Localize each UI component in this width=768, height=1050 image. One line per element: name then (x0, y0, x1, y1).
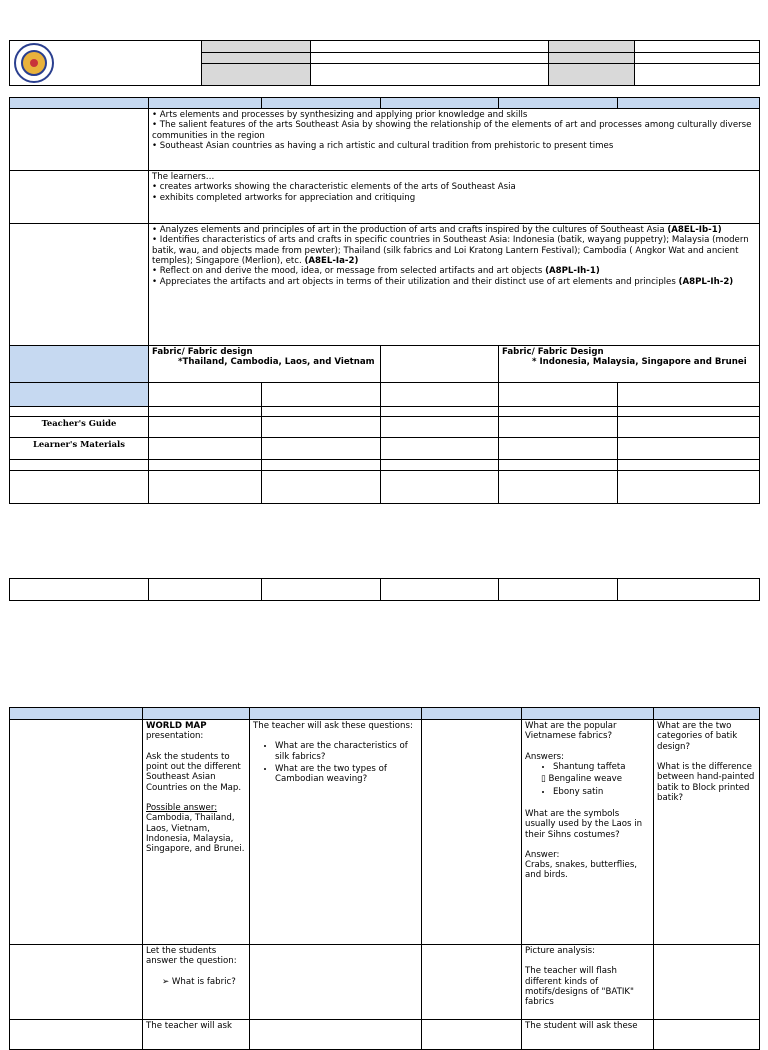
table-cell (149, 460, 262, 471)
performance-standard-item: • exhibits completed artworks for appreciation and critiquing (152, 192, 416, 203)
header-label-cell (549, 41, 635, 53)
table-cell (618, 438, 760, 460)
possible-answer-label: Possible answer: (146, 802, 218, 813)
table-cell (262, 407, 381, 417)
content-left-sub: *Thailand, Cambodia, Laos, and Vietnam (178, 357, 375, 368)
column-header (10, 98, 149, 109)
teachers-guide-label: Teacher's Guide (10, 417, 149, 438)
table-cell (149, 407, 262, 417)
table-cell (499, 460, 618, 471)
header-label-cell (549, 64, 635, 86)
day5-cell (654, 720, 760, 945)
column-header (10, 708, 143, 720)
learners-materials-label: Learner's Materials (10, 438, 149, 460)
table-cell (250, 1020, 422, 1050)
header-value-cell (635, 64, 760, 86)
day5-question-2: What is the difference between hand-painted batik to Block printed batik? (657, 761, 755, 803)
row-label (10, 109, 149, 171)
content-empty-cell (381, 346, 499, 383)
table-cell (149, 579, 262, 601)
table-cell (654, 1020, 760, 1050)
table-cell (499, 383, 618, 407)
list-item: • What are the characteristics of silk fabrics? (275, 741, 418, 762)
list-item: • Ebony satin (553, 787, 650, 797)
table-cell (618, 471, 760, 504)
content-standard-item: • Southeast Asian countries as having a rich artistic and cultural tradition from prehistoric to present times (152, 140, 614, 151)
objectives-table (9, 97, 760, 504)
table-cell (149, 471, 262, 504)
day4-answer: Crabs, snakes, butterflies, and birds. (525, 860, 638, 881)
column-header (618, 98, 760, 109)
row3-day4-cell: The student will ask these (522, 1020, 654, 1050)
day5-question-1: What are the two categories of batik design? (657, 721, 738, 752)
table-cell (149, 417, 262, 438)
row-label (10, 407, 149, 417)
table-cell (262, 417, 381, 438)
table-cell (381, 417, 499, 438)
procedures-table (9, 707, 760, 1050)
content-left-title: Fabric/ Fabric design (152, 347, 253, 357)
content-right-title: Fabric/ Fabric Design (502, 347, 604, 357)
day4-cell (522, 720, 654, 945)
table-cell (381, 438, 499, 460)
header-value-cell (635, 53, 760, 64)
table-cell (618, 407, 760, 417)
list-item: ▯ Bengaline weave (541, 774, 623, 785)
column-header (149, 98, 262, 109)
performance-standard-item: • creates artworks showing the characteristic elements of the arts of Southeast Asia (152, 182, 516, 193)
table-cell (499, 438, 618, 460)
content-standard-item: • The salient features of the arts Southeast Asia by showing the relationship of the elements of art and processes among culturally diverse communities in the region (152, 120, 752, 141)
possible-answer-text: Cambodia, Thailand, Laos, Vietnam, Indonesia, Malaysia, Singapore, and Brunei. (146, 813, 245, 855)
row2-day1-intro: Let the students answer the question: (146, 946, 237, 967)
header-label-cell (202, 41, 311, 53)
day4-answer-label: Answer: (525, 849, 560, 860)
row-label (10, 471, 149, 504)
performance-intro: The learners… (152, 172, 215, 182)
table-cell (381, 383, 499, 407)
competencies-cell (149, 224, 760, 346)
row-label (10, 346, 149, 383)
row-label (10, 383, 149, 407)
row-label (10, 224, 149, 346)
day2-intro: The teacher will ask these questions: (253, 721, 413, 731)
list-item: • What are the two types of Cambodian weaving? (275, 764, 418, 785)
performance-standards-cell (149, 171, 760, 224)
table-cell (149, 383, 262, 407)
column-header (250, 708, 422, 720)
day1-cell (143, 720, 250, 945)
header-label-cell (202, 64, 311, 86)
table-cell (618, 579, 760, 601)
column-header (422, 708, 522, 720)
day2-question-list (275, 741, 418, 784)
row-label (10, 460, 149, 471)
table-cell (618, 460, 760, 471)
table-cell (654, 945, 760, 1020)
list-item: • Shantung taffeta (553, 762, 650, 772)
world-map-rest: presentation: (146, 731, 204, 742)
header-value-cell (311, 41, 549, 53)
header-value-cell (311, 64, 549, 86)
header-table (9, 40, 760, 86)
competency-item: • Identifies characteristics of arts and crafts in specific countries in Southeast Asia: Indonesia (batik, wayang puppetry); Malaysia (modern batik, wau, and objects made from pewter); Thailand (silk fabrics and Loi Kratong Lantern Festival); Cambodia ( Angkor Wat and ancient temples); Singapore (Merlion), etc. (A8EL-Ia-2) (152, 235, 749, 266)
header-label-cell (202, 53, 311, 64)
table-cell (381, 471, 499, 504)
row3-day1-cell: The teacher will ask (143, 1020, 250, 1050)
row2-day4-text: The teacher will flash different kinds of motifs/designs of "BATIK" fabrics (525, 966, 634, 1008)
day3-cell (422, 720, 522, 945)
row-label (10, 171, 149, 224)
table-cell (381, 579, 499, 601)
column-header (262, 98, 381, 109)
table-cell (250, 945, 422, 1020)
table-cell (262, 471, 381, 504)
competency-item: • Analyzes elements and principles of art in the production of arts and crafts inspired by the cultures of Southeast Asia (A8EL-Ib-1) (152, 225, 722, 235)
checkbox-glyph-icon: ▯ (541, 774, 549, 785)
header-label-cell (549, 53, 635, 64)
table-cell (618, 383, 760, 407)
row-label (10, 945, 143, 1020)
table-cell (499, 417, 618, 438)
day4-question-1: What are the popular Vietnamese fabrics? (525, 721, 617, 742)
competency-item: • Reflect on and derive the mood, idea, or message from selected artifacts and art objects (A8PL-Ih-1) (152, 266, 600, 277)
column-header (654, 708, 760, 720)
header-value-cell (311, 53, 549, 64)
row2-day4-cell (522, 945, 654, 1020)
day1-instruction: Ask the students to point out the different Southeast Asian Countries on the Map. (146, 751, 242, 793)
day4-answers-label: Answers: (525, 751, 565, 762)
table-cell (10, 579, 149, 601)
row2-day1-cell (143, 945, 250, 1020)
table-cell (262, 383, 381, 407)
table-cell (262, 438, 381, 460)
content-right-sub: * Indonesia, Malaysia, Singapore and Brunei (532, 357, 747, 368)
content-right-cell (499, 346, 760, 383)
table-cell (499, 471, 618, 504)
row-label (10, 1020, 143, 1050)
table-cell (149, 438, 262, 460)
table-cell (499, 407, 618, 417)
table-cell (499, 579, 618, 601)
table-cell (262, 579, 381, 601)
day2-cell (250, 720, 422, 945)
content-standards-cell (149, 109, 760, 171)
deped-seal-icon (14, 43, 54, 83)
day4-answer-list (541, 761, 650, 797)
column-header (381, 98, 499, 109)
competency-item: • Appreciates the artifacts and art objects in terms of their utilization and their distinct use of art elements and principles (A8PL-Ih-2) (152, 276, 734, 287)
column-header (522, 708, 654, 720)
table-cell (381, 460, 499, 471)
world-map-title: WORLD MAP (146, 721, 207, 731)
table-cell (381, 407, 499, 417)
column-header (499, 98, 618, 109)
table-cell (422, 1020, 522, 1050)
content-left-cell (149, 346, 381, 383)
column-header (143, 708, 250, 720)
table-cell (262, 460, 381, 471)
header-value-cell (635, 41, 760, 53)
day4-question-2: What are the symbols usually used by the Laos in their Sihns costumes? (525, 808, 643, 840)
table-cell (422, 945, 522, 1020)
table-cell (618, 417, 760, 438)
row2-day1-question: ➢ What is fabric? (162, 976, 236, 987)
content-standard-item: • Arts elements and processes by synthesizing and applying prior knowledge and skills (152, 110, 528, 120)
row-label (10, 720, 143, 945)
row2-day4-intro: Picture analysis: (525, 946, 595, 956)
other-resources-table (9, 578, 760, 601)
logo-cell (10, 41, 202, 86)
